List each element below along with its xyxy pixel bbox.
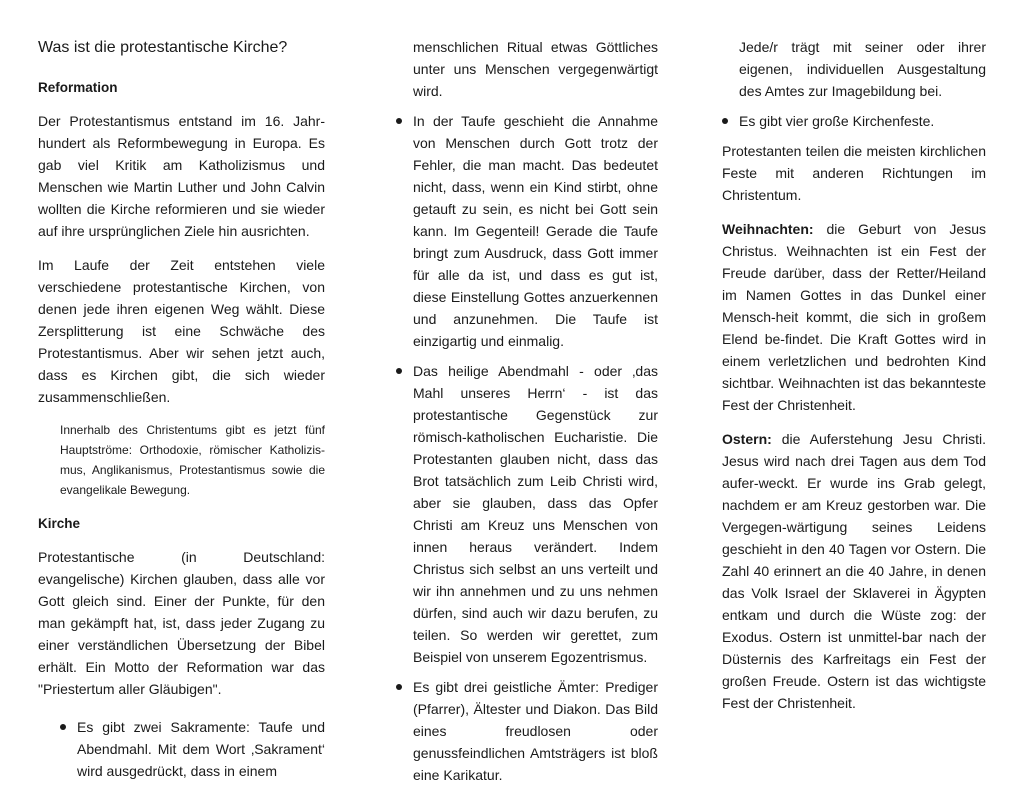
heading-kirche: Kirche: [38, 516, 81, 531]
column-right: [722, 36, 986, 726]
list-item-baptism: In der Taufe geschieht die Annahme von Menschen durch Gott trotz der Fehler, die man macht. Das bedeutet nicht, dass, wenn ein Kind stirbt, ohne getauft zu sein, es nicht bei Gott sein kann. Im Gegenteil! Gerade die Taufe bringt zum Ausdruck, dass Gott immer für alle da ist, und dass es gut ist, diese Einstellung Gottes anzuerkennen und anzunehmen. Die Taufe ist einzigartig und einmalig.: [396, 110, 658, 352]
label-easter: Ostern:: [722, 431, 772, 447]
list-feasts: [722, 110, 986, 132]
text-christmas: die Geburt von Jesus Christus. Weihnachten ist ein Fest der Freude darüber, dass der Retter/Heiland im Namen Gottes in das Dunkel einer Mensch-heit kommt, die sich in großem Elend be-findet. Die Kraft Gottes wird in einem verletzlichen und bedrohten Kind sichtbar. Weihnachten ist das bekannteste Fest der Christenheit.: [722, 221, 986, 413]
column-middle: [396, 36, 658, 794]
paragraph-kirche: Protestantische (in Deutschland: evangelische) Kirchen glauben, dass alle vor Gott gleich sind. Einer der Punkte, für den man gekämpft hat, ist, dass jeder Zugang zu einer verständlichen Übersetzung der Bibel erhält. Ein Motto der Reformation war das "Priestertum aller Gläubigen".: [38, 549, 325, 697]
paragraph-easter: [722, 428, 986, 714]
list-item-four-feasts: Es gibt vier große Kirchenfeste.: [722, 110, 986, 132]
label-christmas: Weihnachten:: [722, 221, 814, 237]
list-item-offices-cont: Jede/r trägt mit seiner oder ihrer eigenen, individuellen Ausgestaltung des Amtes zur Imagebildung bei.: [739, 39, 986, 99]
list-item-sacraments-cont: menschlichen Ritual etwas Göttliches unter uns Menschen vergegenwärtigt wird.: [413, 39, 658, 99]
paragraph-reformation-origin: Der Protestantismus entstand im 16. Jahr-hundert als Reformbewegung in Europa. Es gab viel Kritik am Katholizismus und Menschen wie Martin Luther und John Calvin wollten die Kirche reformieren und sie wieder auf ihre ursprünglichen Ziele hin ausrichten.: [38, 113, 325, 239]
heading-reformation: Reformation: [38, 80, 118, 95]
column-left: [38, 38, 325, 790]
list-item-offices: Es gibt drei geistliche Ämter: Prediger (Pfarrer), Ältester und Diakon. Das Bild eines freudlosen oder genussfeindlichen Amtsträgers ist bloß eine Karikatur.: [396, 676, 658, 786]
text-easter: die Auferstehung Jesu Christi. Jesus wird nach drei Tagen aus dem Tod aufer-weckt. Er wurde ins Grab gelegt, nachdem er am Kreuz gestorben war. Die Vergegen-wärtigung seines Leidens geschieht in den 40 Tagen vor Ostern. Die Zahl 40 erinnert an die 40 Jahre, in denen das Volk Israel der Sklaverei in Ägypten entkam und durch die Wüste zog: der Exodus. Ostern ist unmittel-bar nach der Düsternis des Karfreitags ein Fest der großen Freude. Ostern ist das wichtigste Fest der Christenheit.: [722, 431, 986, 711]
document-title: Was ist die protestantische Kirche?: [38, 39, 288, 56]
paragraph-christmas: [722, 218, 986, 416]
list-item-sacraments: Es gibt zwei Sakramente: Taufe und Abendmahl. Mit dem Wort ‚Sakrament‘ wird ausgedrückt, dass in einem: [60, 716, 325, 782]
paragraph-shared-feasts: Protestanten teilen die meisten kirchlichen Feste mit anderen Richtungen im Christentum.: [722, 143, 986, 203]
note-five-streams: Innerhalb des Christentums gibt es jetzt fünf Hauptströme: Orthodoxie, römischer Katholizis-mus, Anglikanismus, Protestantismus sowie die evangelikale Bewegung.: [60, 423, 325, 497]
paragraph-fragmentation: Im Laufe der Zeit entstehen viele verschiedene protestantische Kirchen, von denen jede ihren eigenen Weg wählt. Diese Zersplitterung ist eine Schwäche des Protestantismus. Aber wir sehen jetzt auch, dass es Kirchen gibt, die sich wieder zusammenschließen.: [38, 257, 325, 405]
list-church-points-cont: [396, 36, 658, 786]
list-church-points: [60, 716, 325, 782]
list-item-communion: Das heilige Abendmahl - oder ‚das Mahl unseres Herrn‘ - ist das protestantische Gegenstück zur römisch-katholischen Eucharistie. Die Protestanten glauben nicht, dass das Brot tatsächlich zum Leib Christi wird, aber sie glauben, dass das Opfer Christi am Kreuz uns Menschen von innen heraus verändert. Indem Christus sich selbst an uns verteilt und wir ihn annehmen und zu uns nehmen dürfen, sind auch wir dazu berufen, zu teilen. So werden wir gerettet, zum Beispiel von unserem Egozentrismus.: [396, 360, 658, 668]
